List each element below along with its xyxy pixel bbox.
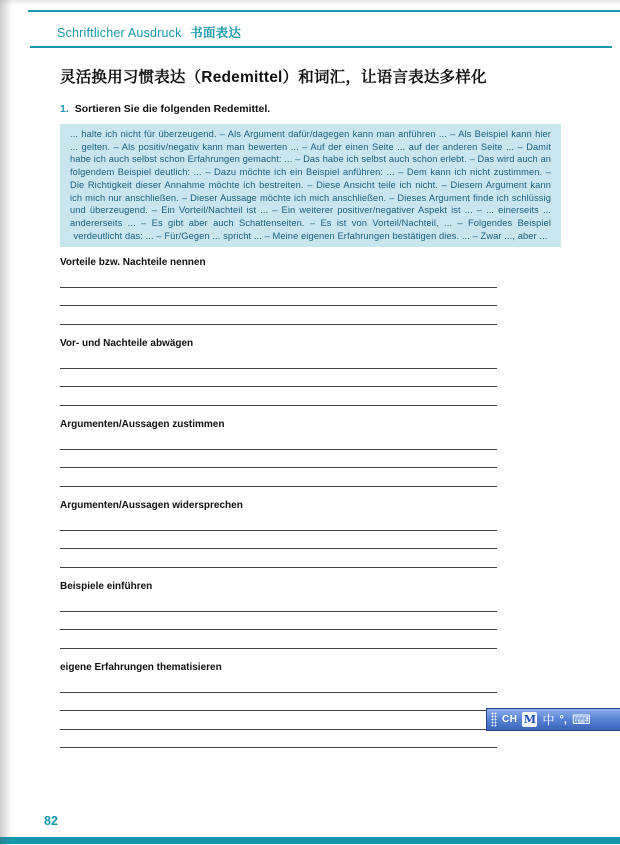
writing-line [60,674,497,693]
writing-lines-group [60,350,497,406]
category-section [60,581,561,649]
running-head-chinese: 书面表达 [190,26,242,40]
writing-line [60,306,497,325]
writing-lines-group [60,512,497,568]
category-section [60,419,561,487]
writing-line [60,531,497,550]
language-indicator[interactable]: CH [502,714,518,725]
soft-keyboard-icon[interactable]: ⌨ [571,712,591,727]
language-bar[interactable] [486,708,620,731]
exercise-number: 1. [60,103,69,115]
writing-line [60,730,497,749]
bottom-band [0,837,620,844]
writing-lines-group [60,593,497,649]
writing-line [60,693,497,712]
writing-line [60,288,497,307]
ime-icon[interactable]: M [523,713,537,726]
category-label: Argumenten/Aussagen widersprechen [60,500,243,512]
category-section [60,500,561,568]
category-label: Vorteile bzw. Nachteile nennen [60,257,206,269]
writing-line [60,369,497,388]
punctuation-indicator[interactable]: °, [559,713,567,726]
writing-line [60,630,497,649]
category-label: Vor- und Nachteile abwägen [60,338,194,350]
category-section [60,257,561,325]
categories-container [60,257,561,748]
redemittel-box: ... halte ich nicht für überzeugend. – Als Argument dafür/dagegen kann man anführen ... – Als Beispiel kann hier ... gelten. – Als positiv/negativ kann man bewerten ... – Auf der einen Seite ... auf der anderen Seite ... – Damit habe ich auch selbst schon Erfahrungen gemacht: ... – Das habe ich selbst auch schon erlebt. – Das wird auch an folgendem Beispiel deutlich: ... – Dazu möchte ich ein Beispiel anführen: ... – Dem kann ich nicht zustimmen. – Die Richtigkeit dieser Annahme möchte ich bestreiten. – Diese Ansicht teile ich nicht. – Diesem Argument kann ich mich nur anschließen. – Dieser Aussage möchte ich mich anschließen. – Dieses Argument finde ich schlüssig und überzeugend. – Ein Vorteil/Nachteil ist ... – Ein weiterer positiver/negativer Aspekt ist ... – ... einerseits ... andererseits ... – Es gibt aber auch Schattenseiten. – Es ist von Vorteil/Nachteil, ... – Folgendes Beispiel verdeutlicht das: ... – Für/Gegen ... spricht ... – Meine eigenen Erfahrungen bestätigen dies. ... – Zwar ..., aber ... [60,124,561,247]
category-label: eigene Erfahrungen thematisieren [60,662,222,674]
drag-handle-icon[interactable] [491,712,497,727]
category-section [60,662,561,748]
writing-line [60,387,497,406]
writing-lines-group [60,674,497,748]
writing-line [60,593,497,612]
writing-lines-group [60,431,497,487]
scan-edge-shadow-top [0,0,620,5]
writing-line [60,512,497,531]
running-head-german: Schriftlicher Ausdruck [57,26,182,40]
chinese-mode-indicator[interactable]: 中 [542,713,555,727]
page-number: 82 [44,814,58,828]
writing-line [60,549,497,568]
writing-line [60,450,497,469]
header-rule [30,46,612,48]
exercise-heading [60,103,561,116]
writing-line [60,711,497,730]
writing-line [60,468,497,487]
exercise-instruction: Sortieren Sie die folgenden Redemittel. [74,103,271,115]
writing-lines-group [60,269,497,325]
category-label: Argumenten/Aussagen zustimmen [60,419,225,431]
lesson-title: 灵活换用习惯表达（Redemittel）和词汇，让语言表达多样化 [60,69,487,86]
category-section [60,338,561,406]
writing-line [60,612,497,631]
running-head [57,23,241,41]
page-content [60,68,561,762]
writing-line [60,269,497,288]
writing-line [60,431,497,450]
scan-edge-shadow-left [0,0,12,845]
writing-line [60,350,497,369]
category-label: Beispiele einführen [60,581,153,593]
top-rule [28,10,620,12]
